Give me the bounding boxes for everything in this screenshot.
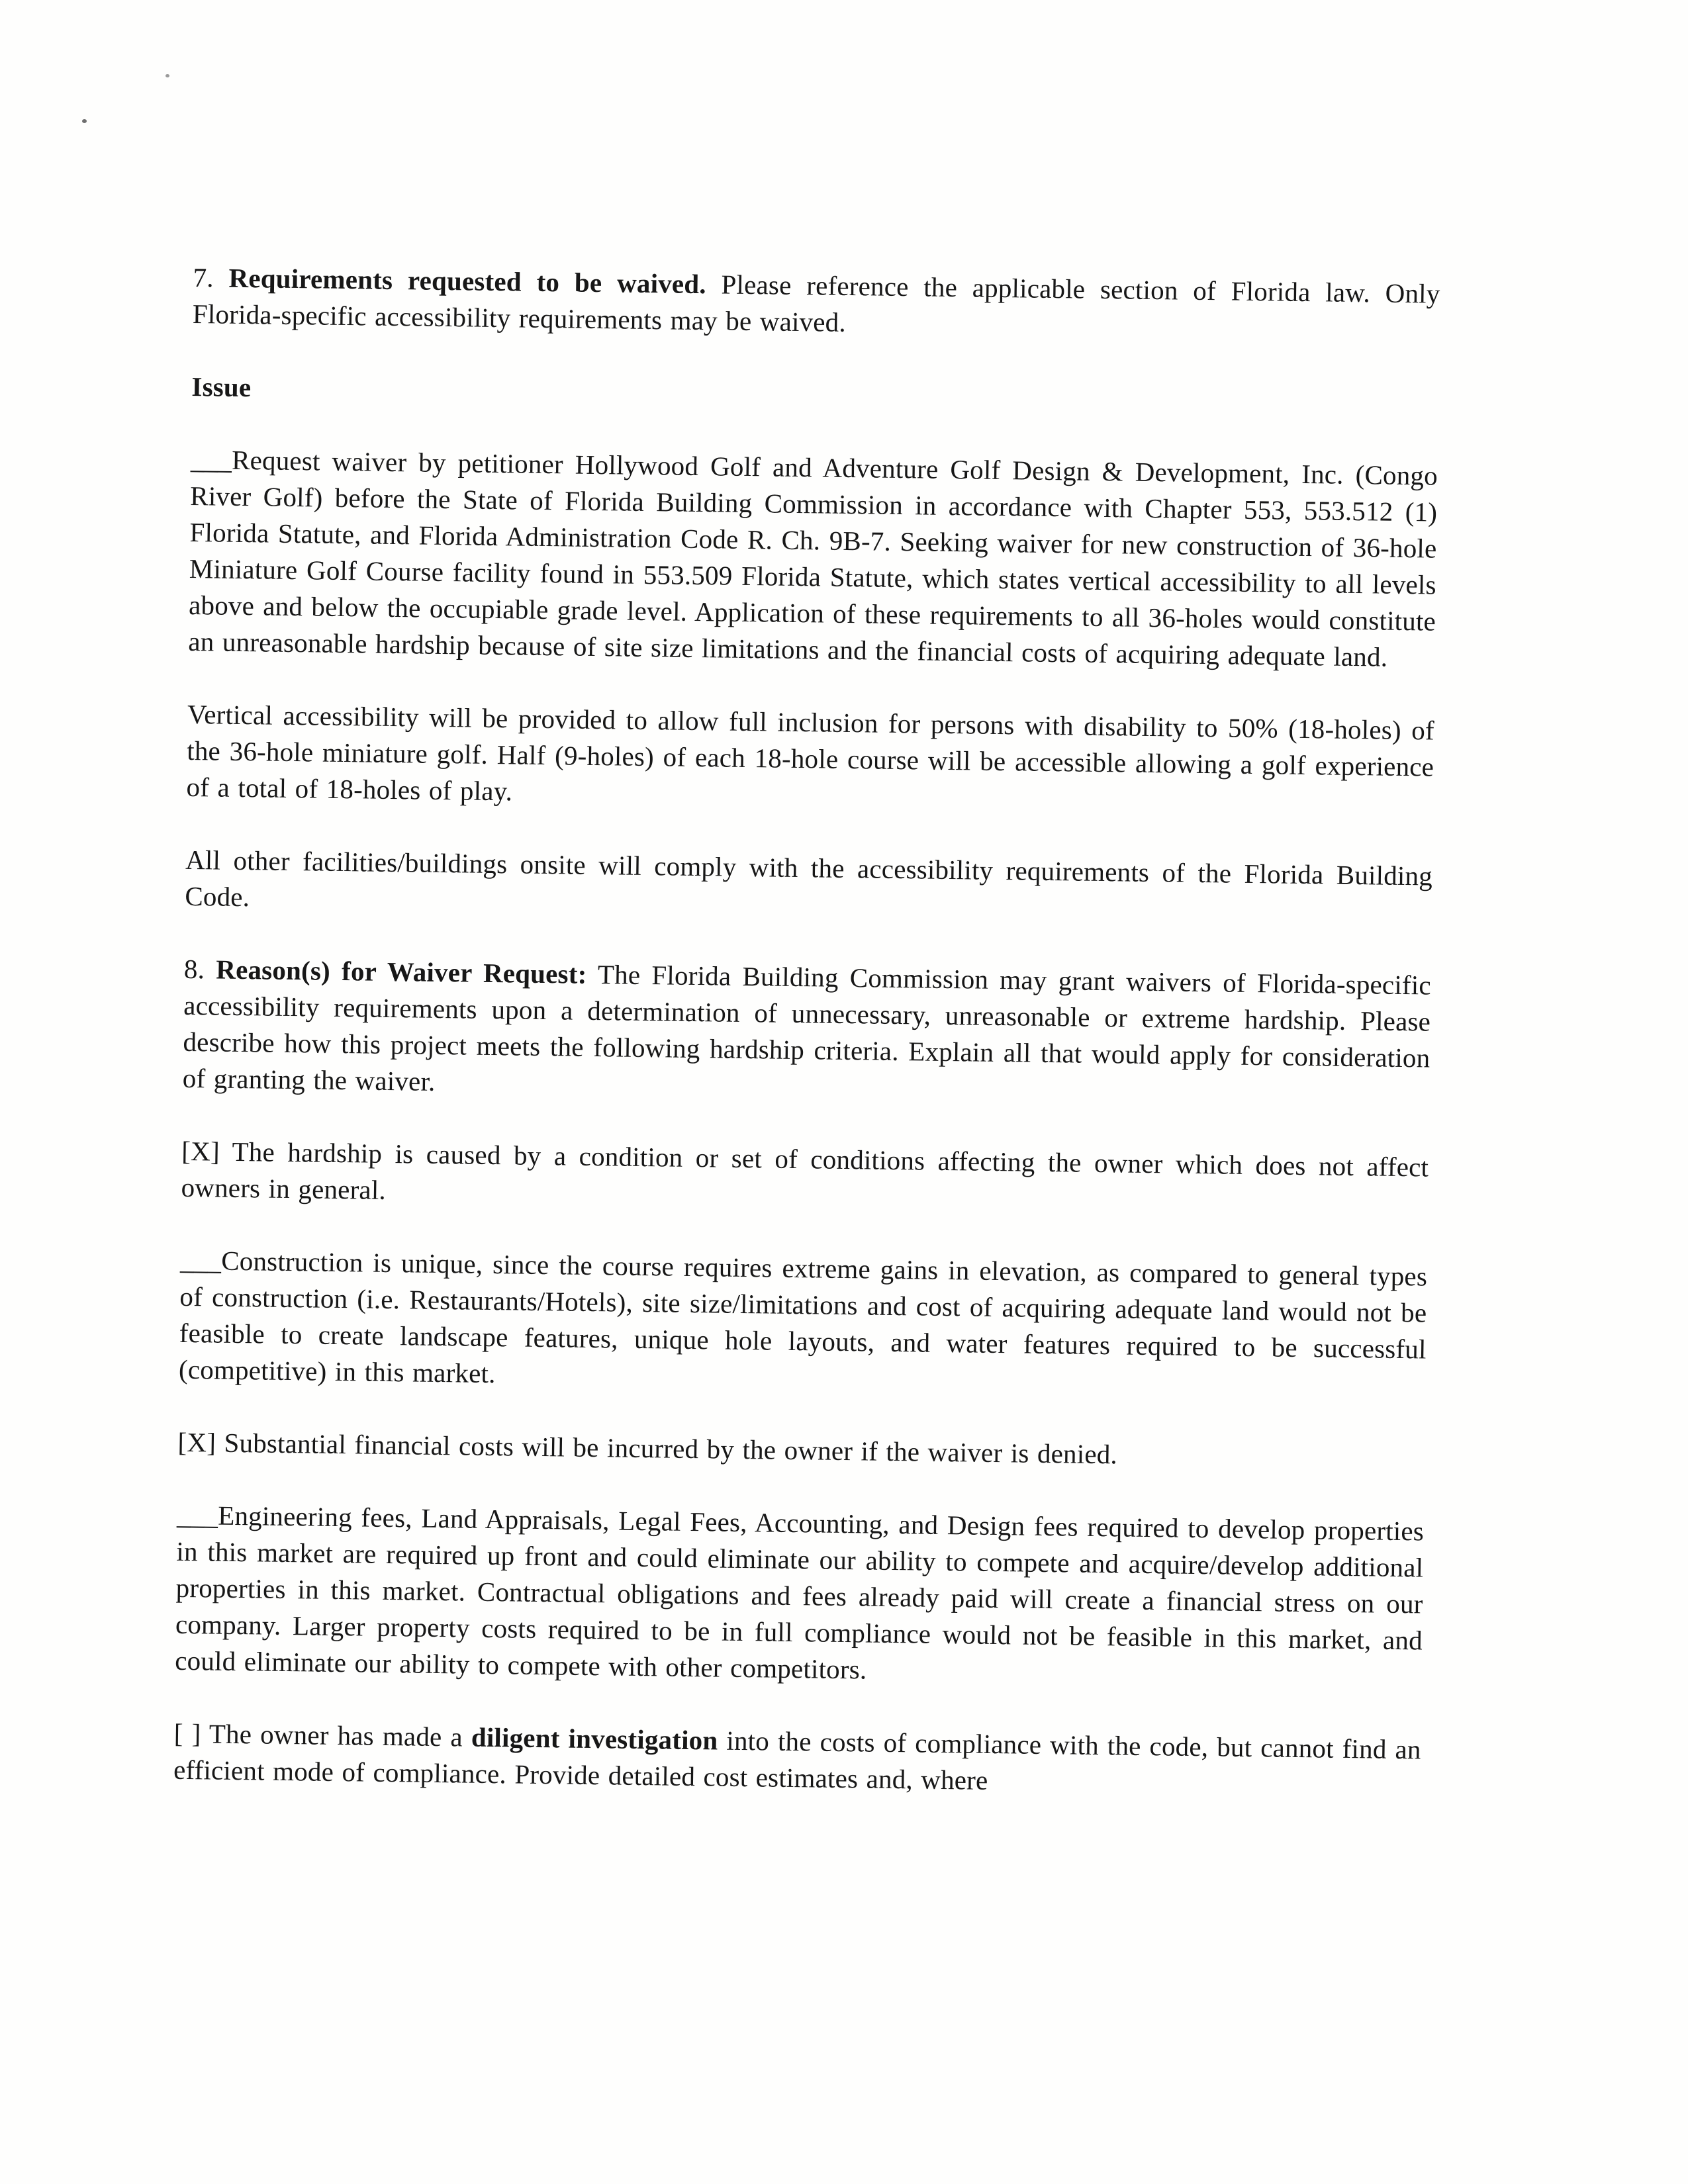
issue-paragraph-vertical-accessibility: Vertical accessibility will be provided to allow full inclusion for persons with disability to 50% (18-holes) of the 36-hole miniature golf. Half (9-holes) of each 18-hole course will be accessible allowing a golf experience of a total of 18-holes of play. <box>186 698 1435 807</box>
checkbox-item-post-text: into the costs of compliance with the code, but cannot find an efficient mode of compliance. Provide detailed cost estimates and, where <box>173 1725 1421 1796</box>
section-body: The Florida Building Commission may grant waivers of Florida-specific accessibility requirements upon a determination of unnecessary, unreasonable or extreme hardship. Please describe how this project meets the following hardship criteria. Explain all that would apply for consideration of granting the waiver. <box>182 958 1432 1097</box>
checkbox-item-bold-text: diligent investigation <box>471 1721 718 1756</box>
section-title: Reason(s) for Waiver Request: <box>216 954 587 989</box>
checkbox-detail-engineering-fees: ___Engineering fees, Land Appraisals, Legal Fees, Accounting, and Design fees required to develop properties in this market are required up front and could eliminate our ability to compete and acquire/develop additional properties in this market. Contractual obligations and fees already paid will create a financial stress on our company. Larger property costs required to be in full compliance would not be feasible in this market, and could eliminate our ability to compete with other competitors. <box>174 1499 1425 1685</box>
checkbox-item-substantial-costs: [X] Substantial financial costs will be incurred by the owner if the waiver is denied. <box>177 1426 1118 1470</box>
section-body: Please reference the applicable section of Florida law. Only Florida-specific accessibility requirements may be waived. <box>192 269 1440 338</box>
paragraph-reasons-for-waiver <box>182 951 1431 1113</box>
checkbox-item-pre-text: [ ] The owner has made a <box>173 1717 472 1752</box>
section-title: Requirements requested to be waived. <box>228 262 707 300</box>
paragraph-requirements-waived <box>193 259 1440 349</box>
section-number: 8. <box>183 953 216 985</box>
checkbox-item-hardship-condition: [X] The hardship is caused by a condition or set of conditions affecting the owner which does not affect owners in general. <box>181 1135 1429 1205</box>
scan-artifact-dot <box>82 119 87 123</box>
issue-heading-label: Issue <box>191 371 252 403</box>
checkbox-item-diligent-investigation <box>173 1715 1421 1805</box>
checkbox-detail-construction-unique: ___Construction is unique, since the course requires extreme gains in elevation, as compared to general types of construction (i.e. Restaurants/Hotels), site size/limitations and cost of acquiring adequate land would not be feasible to create landscape features, unique hole layouts, and water features required to be successful (competitive) in this market. <box>178 1244 1428 1389</box>
issue-paragraph-other-facilities: All other facilities/buildings onsite will comply with the accessibility requirements of the Florida Building Code. <box>185 844 1433 913</box>
issue-paragraph-waiver-request: ___Request waiver by petitioner Hollywood Golf and Adventure Golf Design & Development, Inc. (Congo River Golf) before the State of Florida Building Commission in accordance with Chapter 553, 553.512 (1) Florida Statute, and Florida Administration Code R. Ch. 9B-7. Seeking waiver for new construction of 36-hole Miniature Golf Course facility found in 553.509 Florida Statute, which states vertical accessibility to all levels above and below the occupiable grade level. Application of these requirements to all 36-holes would constitute an unreasonable hardship because of site size limitations and the financial costs of acquiring adequate land. <box>188 443 1438 672</box>
page-content <box>173 259 1440 1841</box>
issue-heading <box>191 369 1439 422</box>
section-number: 7. <box>193 261 229 293</box>
scan-artifact-dot <box>165 74 169 77</box>
